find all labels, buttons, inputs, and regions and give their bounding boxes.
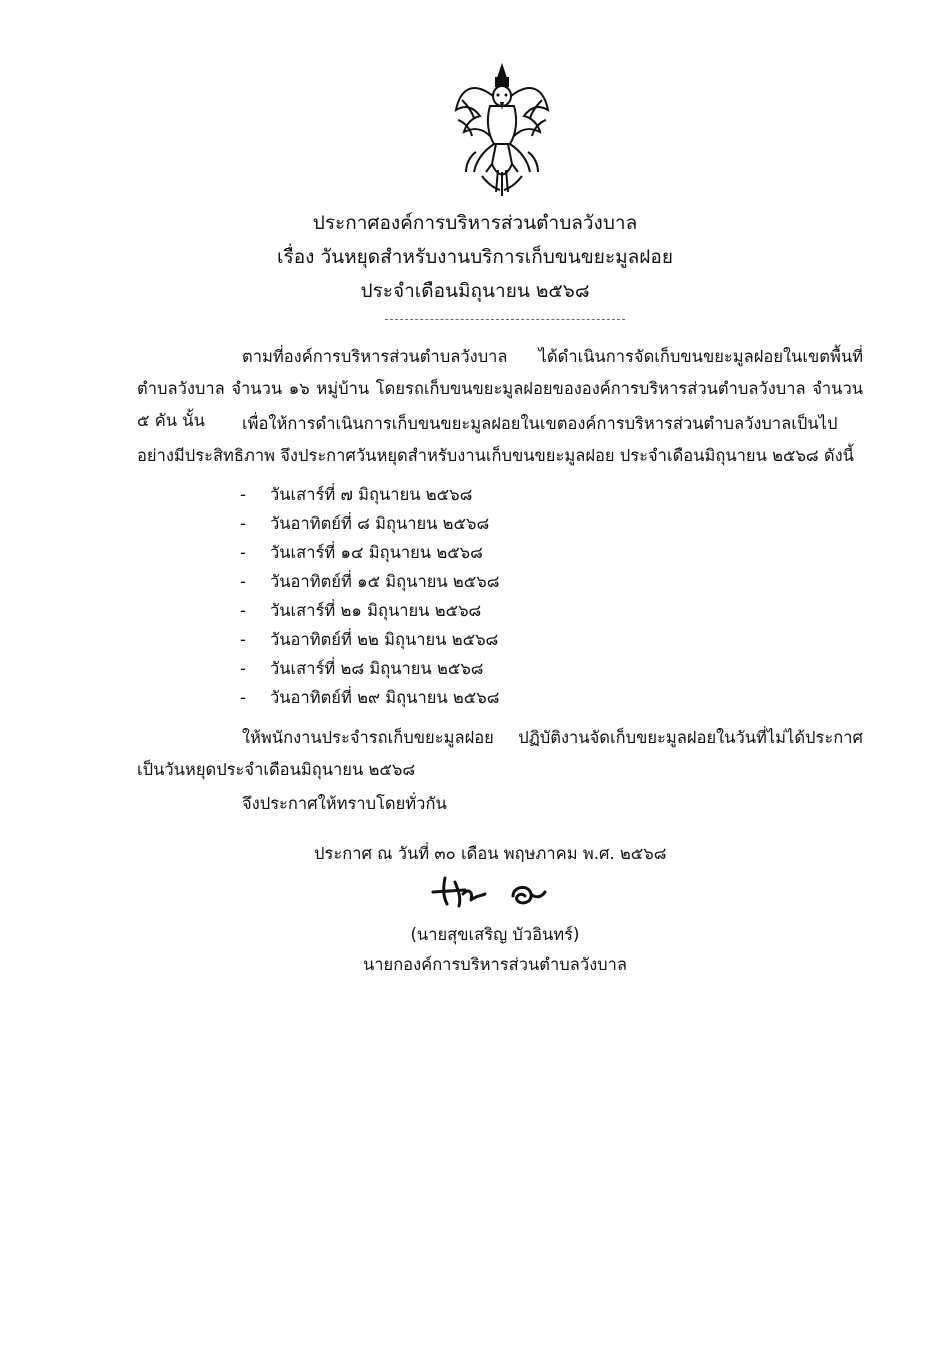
paragraph-purpose-text: เพื่อให้การดำเนินการเก็บขนขยะมูลฝอยในเขตองค์การบริหารส่วนตำบลวังบาลเป็นไปอย่างมีประสิทธิภาพ จึงประกาศวันหยุดสำหรับงานเก็บขนขยะมูลฝอย ประจำเดือนมิถุนายน ๒๕๖๘ ดังนี้ <box>137 414 854 465</box>
garuda-emblem-icon <box>452 60 552 200</box>
list-item <box>240 509 499 538</box>
handwritten-signature-icon <box>425 870 555 912</box>
holiday-list <box>240 480 499 712</box>
announcement-date: ประกาศ ณ วันที่ ๓๐ เดือน พฤษภาคม พ.ศ. ๒๕๖๘ <box>314 844 667 863</box>
list-bullet: - <box>240 543 246 562</box>
list-item <box>240 538 499 567</box>
list-bullet: - <box>240 601 246 620</box>
header-divider <box>385 319 625 320</box>
paragraph-closing: จึงประกาศให้ทราบโดยทั่วกัน <box>242 794 447 813</box>
list-bullet: - <box>240 630 246 649</box>
paragraph-instruction <box>137 722 863 786</box>
signer-title: นายกองค์การบริหารส่วนตำบลวังบาล <box>362 955 628 974</box>
holiday-date: วันเสาร์ที่ ๑๔ มิถุนายน ๒๕๖๘ <box>270 543 483 562</box>
list-item <box>240 596 499 625</box>
list-item <box>240 654 499 683</box>
holiday-date: วันเสาร์ที่ ๒๘ มิถุนายน ๒๕๖๘ <box>270 659 484 678</box>
holiday-date: วันอาทิตย์ที่ ๘ มิถุนายน ๒๕๖๘ <box>270 514 490 533</box>
list-bullet: - <box>240 688 246 707</box>
holiday-date: วันเสาร์ที่ ๗ มิถุนายน ๒๕๖๘ <box>270 485 473 504</box>
paragraph-purpose <box>137 408 863 472</box>
holiday-date: วันอาทิตย์ที่ ๑๕ มิถุนายน ๒๕๖๘ <box>270 572 500 591</box>
list-bullet: - <box>240 572 246 591</box>
list-item <box>240 683 499 712</box>
announcement-period: ประจำเดือนมิถุนายน ๒๕๖๘ <box>360 280 590 302</box>
holiday-date: วันอาทิตย์ที่ ๒๙ มิถุนายน ๒๕๖๘ <box>270 688 500 707</box>
list-item <box>240 625 499 654</box>
holiday-date: วันอาทิตย์ที่ ๒๒ มิถุนายน ๒๕๖๘ <box>270 630 499 649</box>
paragraph-background-text: ตามที่องค์การบริหารส่วนตำบลวังบาล ได้ดำเนินการจัดเก็บขนขยะมูลฝอยในเขตพื้นที่ตำบลวังบาล จำนวน ๑๖ หมู่บ้าน โดยรถเก็บขนขยะมูลฝอยขององค์การบริหารส่วนตำบลวังบาล จำนวน ๕ คัน นั้น <box>137 347 863 430</box>
holiday-date: วันเสาร์ที่ ๒๑ มิถุนายน ๒๕๖๘ <box>270 601 482 620</box>
list-bullet: - <box>240 514 246 533</box>
list-bullet: - <box>240 485 246 504</box>
announcement-title: ประกาศองค์การบริหารส่วนตำบลวังบาล <box>312 212 638 234</box>
paragraph-instruction-text: ให้พนักงานประจำรถเก็บขยะมูลฝอย ปฏิบัติงานจัดเก็บขยะมูลฝอยในวันที่ไม่ได้ประกาศเป็นวันหยุดประจำเดือนมิถุนายน ๒๕๖๘ <box>137 728 863 779</box>
signer-name: (นายสุขเสริญ บัวอินทร์) <box>410 925 580 944</box>
list-bullet: - <box>240 659 246 678</box>
list-item <box>240 567 499 596</box>
list-item <box>240 480 499 509</box>
announcement-subject: เรื่อง วันหยุดสำหรับงานบริการเก็บขนขยะมูลฝอย <box>277 246 673 268</box>
